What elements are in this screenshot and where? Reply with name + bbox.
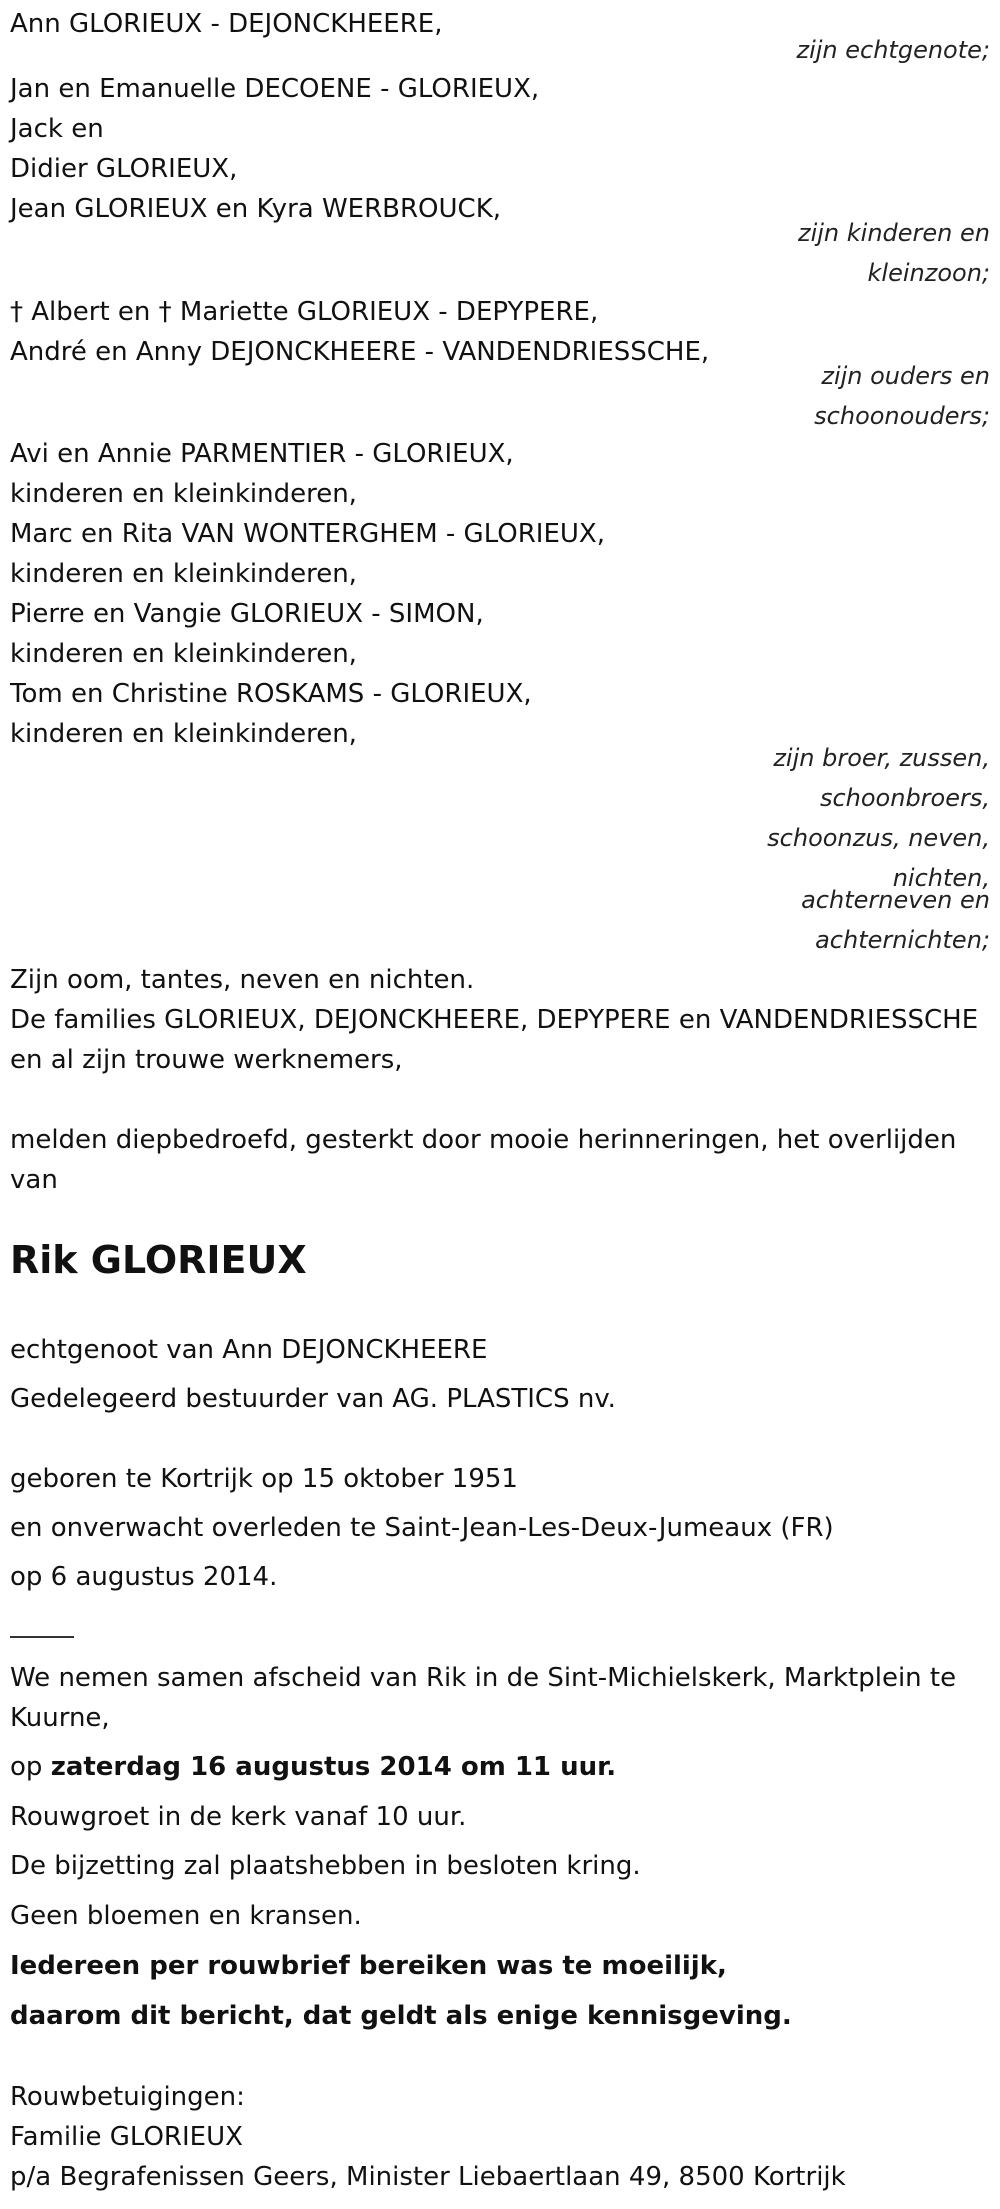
birth-line: geboren te Kortrijk op 15 oktober 1951	[10, 1464, 518, 1494]
deceased-spouse: echtgenoot van Ann DEJONCKHEERE	[10, 1335, 488, 1365]
siblings-role-5: achterneven en	[801, 886, 990, 914]
siblings-line-7: Tom en Christine ROSKAMS - GLORIEUX,	[10, 679, 532, 709]
announcement-line-2: van	[10, 1165, 58, 1195]
parents-line-2: André en Anny DEJONCKHEERE - VANDENDRIESSCHE,	[10, 337, 710, 367]
spouse-line: Ann GLORIEUX - DEJONCKHEERE,	[10, 9, 443, 39]
condolences-label: Rouwbetuigingen:	[10, 2082, 245, 2112]
siblings-line-5: Pierre en Vangie GLORIEUX - SIMON,	[10, 599, 484, 629]
siblings-line-2: kinderen en kleinkinderen,	[10, 479, 357, 509]
death-line-2: op 6 augustus 2014.	[10, 1562, 278, 1592]
separator-rule	[10, 1636, 74, 1638]
ceremony-date-bold: zaterdag 16 augustus 2014 om 11 uur.	[50, 1752, 617, 1782]
siblings-line-4: kinderen en kleinkinderen,	[10, 559, 357, 589]
farewell-line-2: Kuurne,	[10, 1703, 110, 1733]
children-role-1: zijn kinderen en	[798, 219, 990, 247]
others-line-2: De families GLORIEUX, DEJONCKHEERE, DEPYPERE en VANDENDRIESSCHE	[10, 1005, 979, 1035]
greeting-line: Rouwgroet in de kerk vanaf 10 uur.	[10, 1802, 467, 1832]
parents-role-1: zijn ouders en	[821, 362, 990, 390]
siblings-line-6: kinderen en kleinkinderen,	[10, 639, 357, 669]
siblings-role-3: schoonzus, neven,	[767, 824, 990, 852]
siblings-line-1: Avi en Annie PARMENTIER - GLORIEUX,	[10, 439, 514, 469]
siblings-line-3: Marc en Rita VAN WONTERGHEM - GLORIEUX,	[10, 519, 605, 549]
condolences-address: p/a Begrafenissen Geers, Minister Liebaertlaan 49, 8500 Kortrijk	[10, 2162, 846, 2192]
siblings-role-4: nichten,	[892, 864, 990, 892]
siblings-role-1: zijn broer, zussen,	[773, 744, 990, 772]
deceased-name: Rik GLORIEUX	[10, 1238, 307, 1282]
siblings-role-6: achternichten;	[815, 926, 990, 954]
announcement-line-1: melden diepbedroefd, gesterkt door mooie herinneringen, het overlijden	[10, 1125, 957, 1155]
children-role-2: kleinzoon;	[867, 259, 990, 287]
farewell-line-1: We nemen samen afscheid van Rik in de Sint-Michielskerk, Marktplein te	[10, 1663, 957, 1693]
children-line-2: Jack en	[10, 114, 104, 144]
others-line-1: Zijn oom, tantes, neven en nichten.	[10, 965, 475, 995]
notice-line-2: daarom dit bericht, dat geldt als enige kennisgeving.	[10, 2001, 792, 2031]
death-line-1: en onverwacht overleden te Saint-Jean-Les-Deux-Jumeaux (FR)	[10, 1513, 834, 1543]
children-line-1: Jan en Emanuelle DECOENE - GLORIEUX,	[10, 74, 540, 104]
ceremony-date	[10, 1747, 616, 1787]
parents-line-1: † Albert en † Mariette GLORIEUX - DEPYPERE,	[10, 297, 599, 327]
others-line-3: en al zijn trouwe werknemers,	[10, 1045, 403, 1075]
notice-line-1: Iedereen per rouwbrief bereiken was te moeilijk,	[10, 1951, 727, 1981]
deceased-function: Gedelegeerd bestuurder van AG. PLASTICS nv.	[10, 1384, 616, 1414]
spouse-role: zijn echtgenote;	[796, 36, 990, 64]
siblings-role-2: schoonbroers,	[819, 784, 990, 812]
siblings-line-8: kinderen en kleinkinderen,	[10, 719, 357, 749]
flowers-line: Geen bloemen en kransen.	[10, 1901, 362, 1931]
children-line-3: Didier GLORIEUX,	[10, 154, 238, 184]
children-line-4: Jean GLORIEUX en Kyra WERBROUCK,	[10, 194, 502, 224]
ceremony-date-prefix: op	[10, 1752, 51, 1782]
condolences-name: Familie GLORIEUX	[10, 2122, 243, 2152]
burial-line: De bijzetting zal plaatshebben in besloten kring.	[10, 1851, 641, 1881]
parents-role-2: schoonouders;	[814, 402, 990, 430]
